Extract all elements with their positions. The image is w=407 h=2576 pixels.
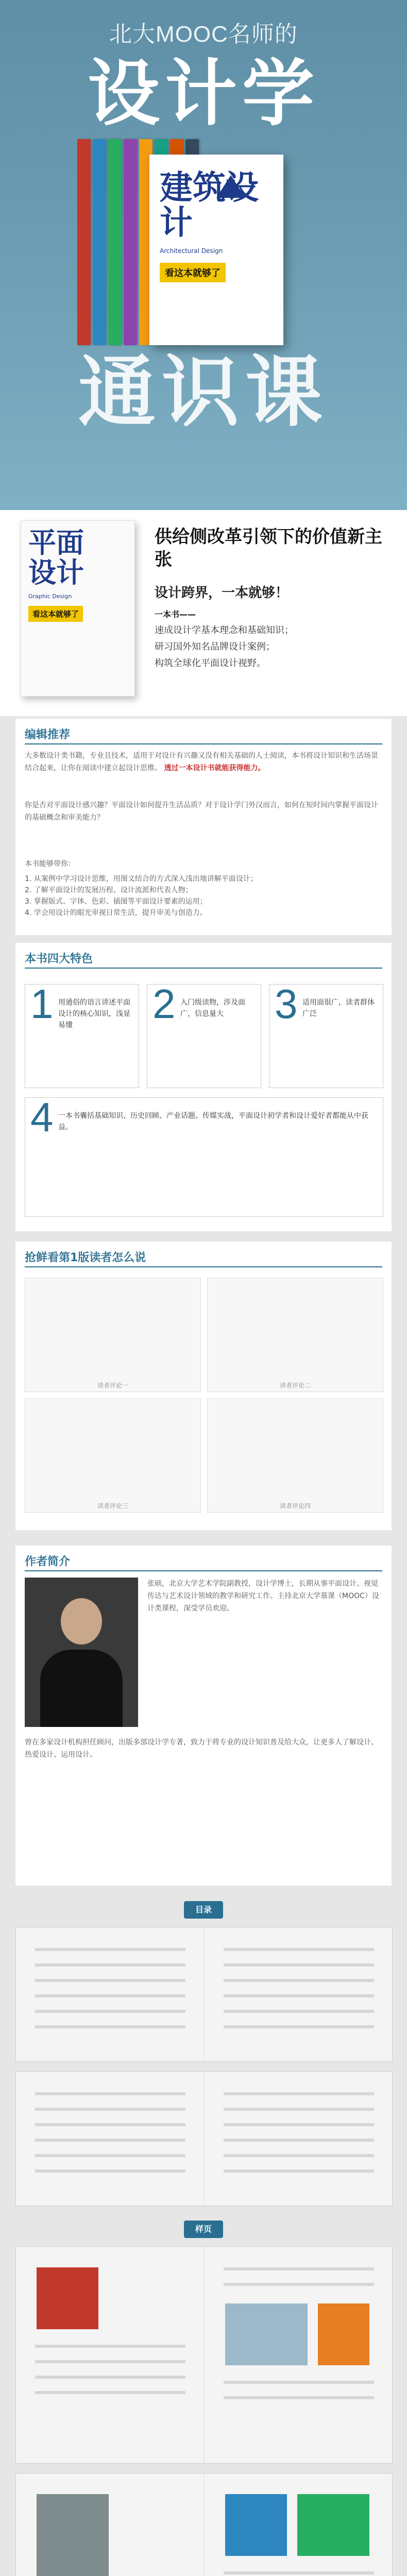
bullet-item: 3. 掌握版式、字体、色彩、插图等平面设计要素的运用； [25,897,207,906]
section-divider [25,1570,382,1571]
feature-card [269,981,383,1088]
feature-card [147,981,261,1088]
reader-reviews-section [15,1242,392,1530]
section-title: 抢鲜看第1版读者怎么说 [25,1251,146,1264]
promo-label: 一本书—— [155,609,196,619]
book-cover [149,155,283,345]
author-body [40,1650,123,1727]
page-right [204,1927,393,2061]
section-title: 作者简介 [25,1555,71,1568]
toc-spread [15,2071,393,2206]
page-left [16,2247,204,2463]
promo-lines [155,622,294,672]
book-spine [108,139,122,345]
section-divider [25,968,382,969]
hero-line-3: 通识课 [78,349,329,435]
recommendation-section [15,719,392,935]
section-divider [25,1266,382,1267]
section-title: 本书四大特色 [25,953,93,965]
promo-line: 构筑全球化平面设计视野。 [155,658,266,669]
feature-card [25,1094,383,1217]
review-caption: 读者评论二 [279,1382,311,1389]
features-section [15,943,392,1231]
page-left [16,2072,204,2206]
review-caption: 读者评论四 [279,1502,311,1510]
sample-spread [15,2246,393,2464]
author-photo [25,1578,138,1727]
page-right [204,2473,393,2576]
review-image [207,1278,383,1392]
samples-badge: 样页 [184,2221,223,2238]
feature-card [25,981,139,1088]
book-spine [93,139,106,345]
feature-text: 用通俗的语言讲述平面设计的核心知识，浅显易懂 [58,998,130,1029]
book-cover-tag: 看这本就够了 [160,263,226,282]
feature-number: 1 [30,981,54,1027]
promo-book-cover [21,520,135,697]
bullet-item: 4. 学会用设计的眼光审视日常生活，提升审美与创造力。 [25,909,207,917]
page-left [16,1927,204,2061]
author-section [15,1546,392,1886]
promo-line: 速成设计学基本理念和基础知识； [155,625,294,636]
promo-book-title: 平面 设计 [28,528,84,588]
bullet-item: 2. 了解平面设计的发展历程、设计流派和代表人物； [25,886,193,894]
author-face [61,1598,102,1645]
sample-spread [15,2473,393,2576]
book-spine [77,139,91,345]
hero-banner [0,0,407,510]
author-bio: 曾在多家设计机构担任顾问，出版多部设计学专著，致力于将专业的设计知识普及给大众，让更多人了解设计、热爱设计、运用设计。 [25,1738,378,1759]
page-left [16,2473,204,2576]
review-caption: 读者评论三 [97,1502,128,1510]
section-divider [25,743,382,744]
section-title: 编辑推荐 [25,728,71,741]
page-right [204,2072,393,2206]
promo-strip [0,510,407,716]
feature-text: 适用面很广，读者群体广泛 [302,998,375,1018]
recommendation-text: 你是否对平面设计感兴趣？平面设计如何提升生活品质？对于设计学门外汉而言，如何在短时间内掌握平面设计的基础概念和审美能力？ [25,801,378,822]
hero-line-1: 北大MOOC名师的 [109,22,298,47]
promo-headline: 供给侧改革引领下的价值新主张 [155,527,382,570]
toc-spread [15,1927,393,2062]
toc-badge: 目录 [184,1901,223,1919]
review-image [25,1278,201,1392]
book-spine [124,139,137,345]
feature-number: 3 [275,981,298,1027]
feature-number: 4 [30,1094,54,1140]
recommendation-text: 大多数设计类书籍，专业且技术，适用于对设计有兴趣又没有相关基础的人士阅读，本书将设计知识和生活场景结合起来，让你在阅读中建立起设计思维。 透过一本设计书就能获得能力。 [25,752,378,772]
feature-number: 2 [152,981,176,1027]
author-bio: 张硕，北京大学艺术学院副教授，设计学博士，长期从事平面设计、视觉传达与艺术设计领域的教学和研究工作。主持北京大学慕课（MOOC）设计类课程，深受学员欢迎。 [147,1580,379,1613]
book-cover-title: 建筑设计 [160,169,259,241]
review-caption: 读者评论一 [97,1382,128,1389]
page-right [204,2247,393,2463]
recommendation-text: 本书能够带你： [25,860,75,868]
hero-line-2: 设计学 [87,53,319,134]
feature-text: 入门级读物，涉及面广，信息量大 [180,998,245,1018]
promo-book-subtitle: Graphic Design [28,593,72,600]
promo-slogan: 设计跨界，一本就够！ [155,585,289,601]
review-image [25,1398,201,1513]
recommendation-bullets [25,873,258,919]
book-cover-subtitle: Architectural Design [160,247,223,255]
promo-line: 研习国外知名品牌设计案例； [155,641,275,652]
promo-book-tag: 看这本就够了 [28,606,83,622]
recommendation-highlight: 透过一本设计书就能获得能力。 [164,764,265,772]
bullet-item: 1. 从案例中学习设计思维，用图文结合的方式深入浅出地讲解平面设计； [25,875,258,883]
feature-text: 一本书囊括基础知识、历史回顾、产业话题、传媒实战，平面设计初学者和设计爱好者都能从中获益。 [58,1112,368,1131]
review-image [207,1398,383,1513]
